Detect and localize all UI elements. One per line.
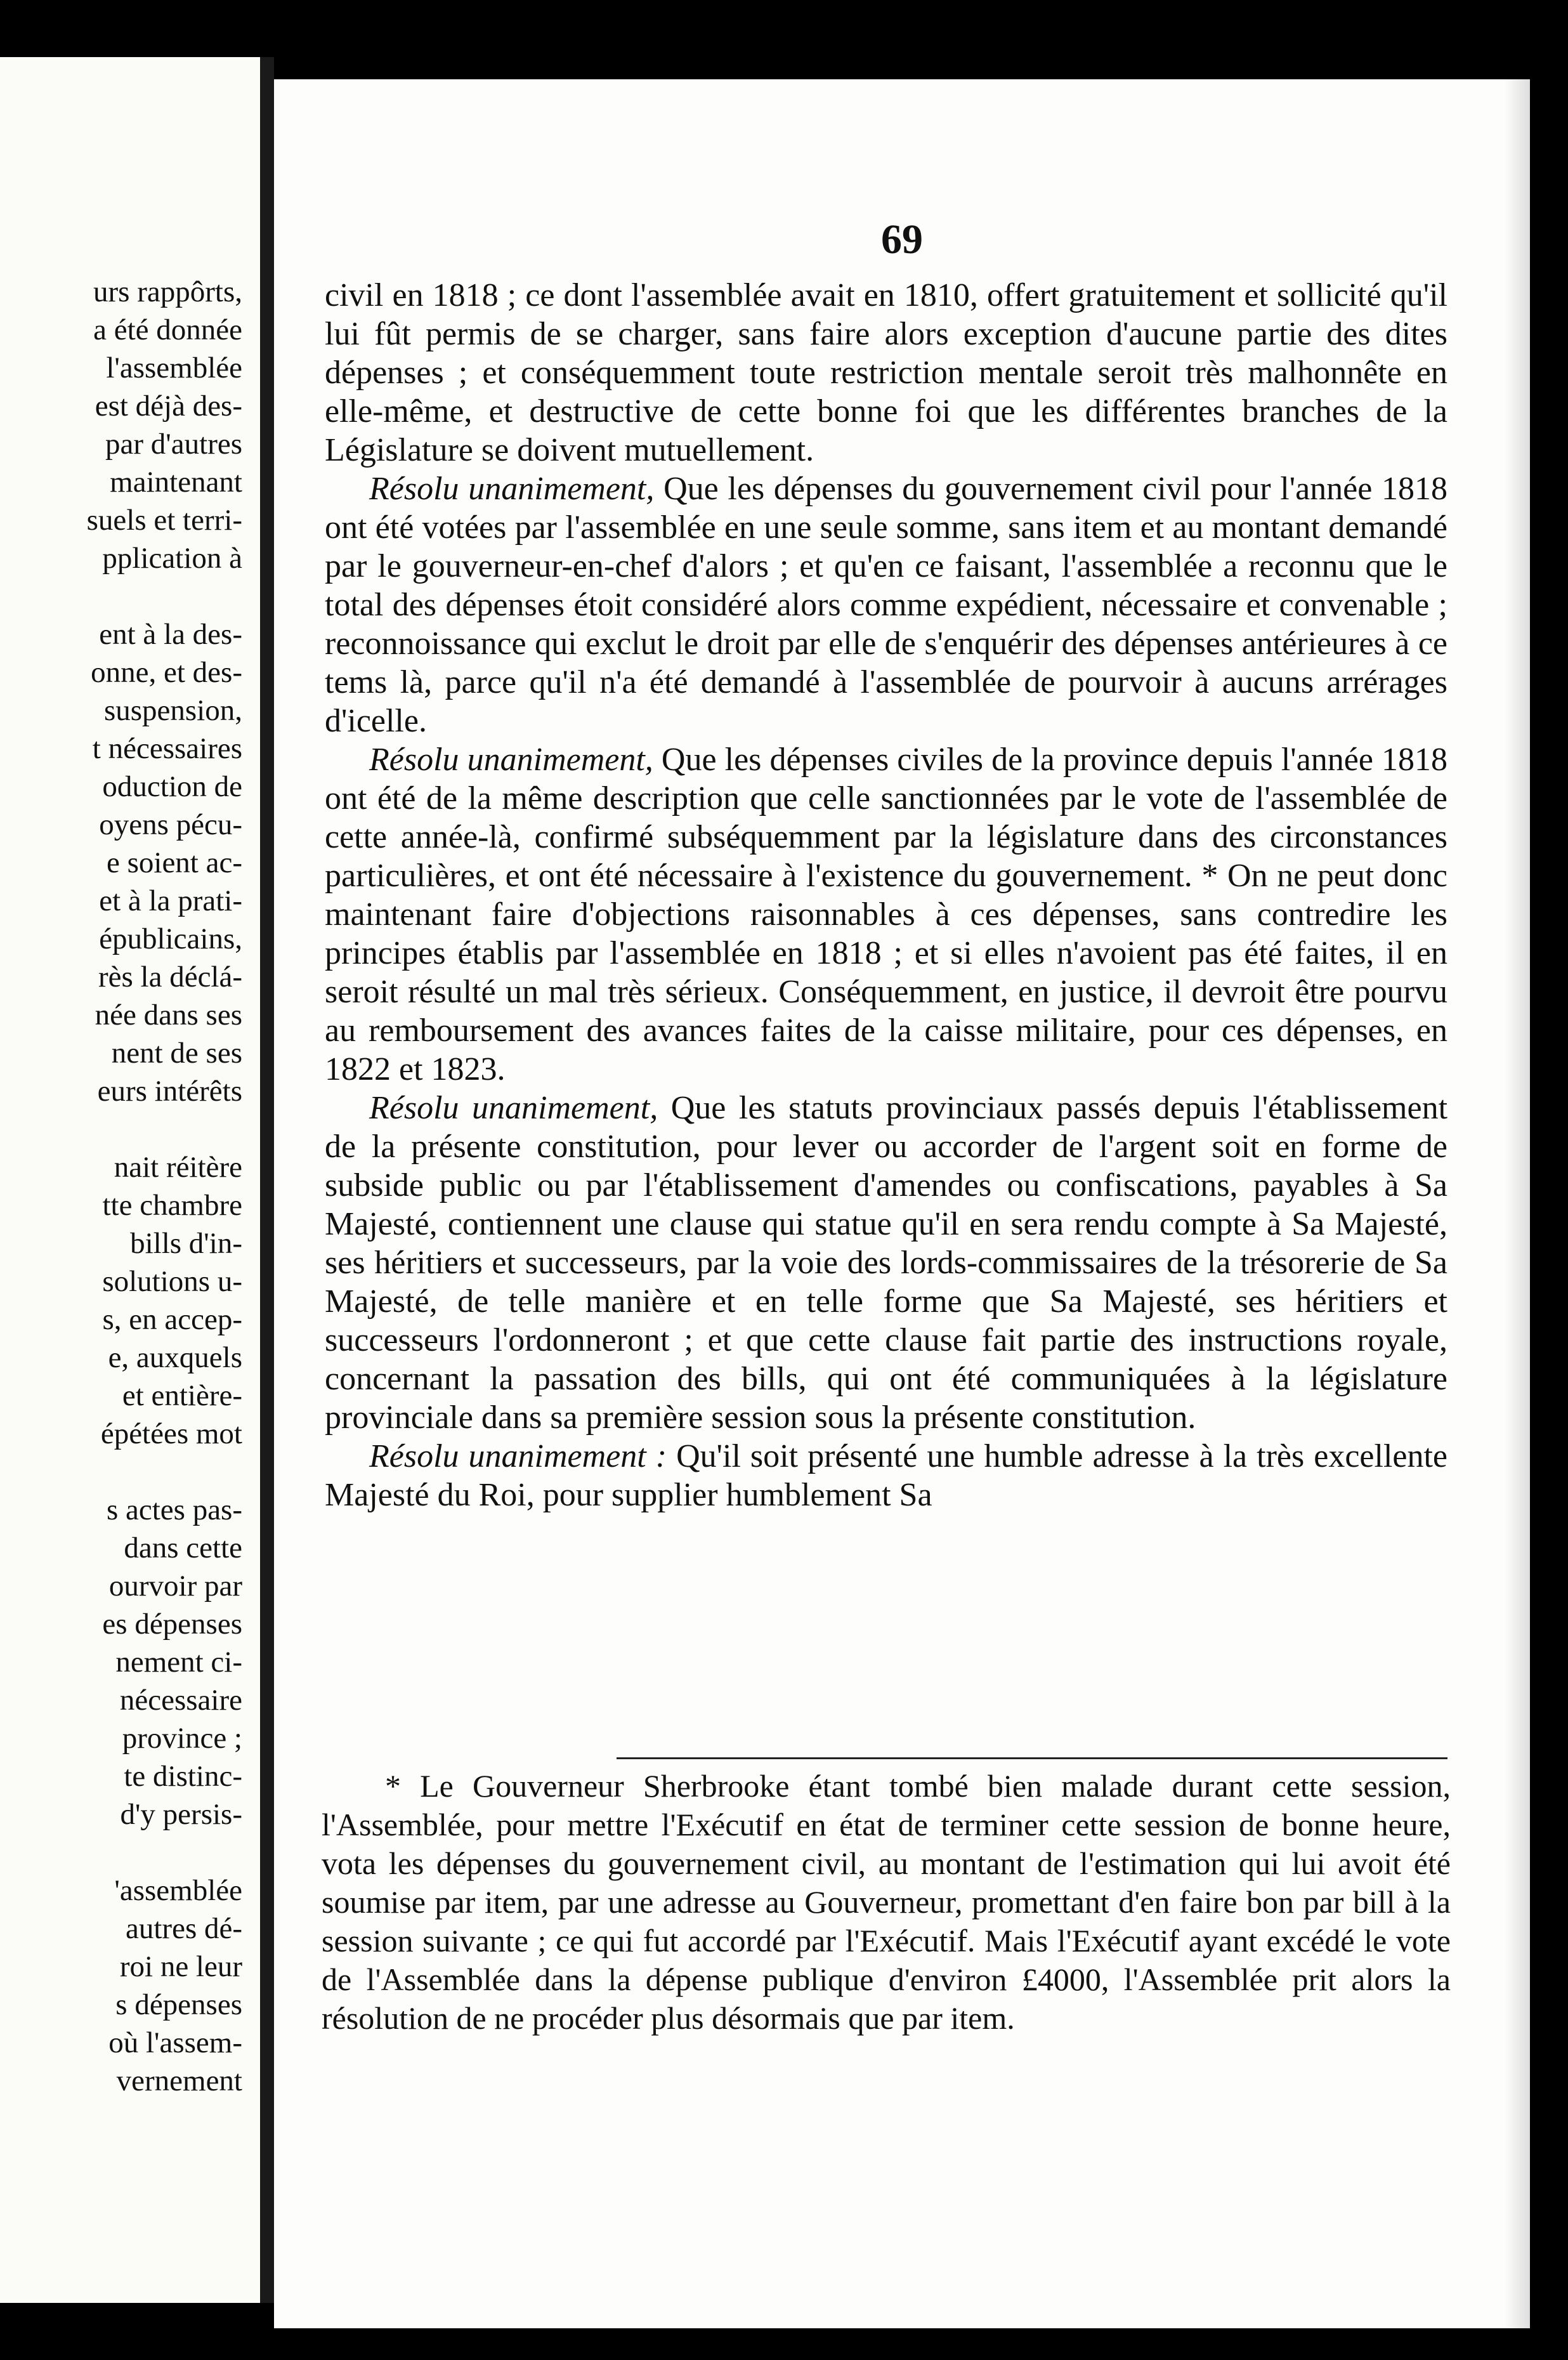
left-page-line: province ; <box>122 1722 242 1755</box>
resolution-lead: Résolu unanimement, <box>369 1090 658 1126</box>
left-page-line: d'y persis- <box>120 1798 242 1831</box>
left-page-line: et entière- <box>122 1379 242 1412</box>
book-gutter <box>260 57 274 2303</box>
left-page-line: autres dé- <box>126 1912 242 1945</box>
right-page <box>274 79 1530 2328</box>
left-page-line: e, auxquels <box>108 1341 242 1374</box>
resolution-lead: Résolu unanimement, <box>369 471 655 507</box>
left-page-line: nait réitère <box>114 1151 242 1184</box>
left-page-line: s actes pas- <box>106 1493 242 1526</box>
left-page-line: roi ne leur <box>119 1950 242 1983</box>
resolution-paragraph <box>325 740 1447 1089</box>
resolution-lead: Résolu unanimement, <box>369 742 653 778</box>
resolution-lead: Résolu unanimement : <box>369 1438 667 1474</box>
left-page-line: maintenant <box>110 466 242 499</box>
left-page-line: te distinc- <box>124 1760 242 1793</box>
left-page-line: nent de ses <box>111 1037 242 1070</box>
left-page-line: t nécessaires <box>92 732 242 765</box>
left-page-line: 'assemblée <box>114 1874 242 1907</box>
left-page-fragment <box>0 57 260 2303</box>
paragraph-text: civil en 1818 ; ce dont l'assemblée avait en 1810, offert gratuitement et sollicité qu'il lui fût permis de se charger, sans faire alors exception d'aucune partie des dites dépenses ; et conséquemment toute restriction mentale seroit très malhonnête en elle-même, et destructive de cette bonne foi que les différentes branches de la Législature se doivent mutuellement. <box>325 277 1447 468</box>
paragraph-text: Que les statuts provinciaux passés depuis l'établissement de la présente constitution, pour lever ou accorder de l'argent soit en forme de subside public ou par l'établissement d'amendes ou confiscations, payables à Sa Majesté, contiennent une clause qui statue qu'il en sera rendu compte à Sa Majesté, ses héritiers et successeurs, par la voie des lords-commissaires de la trésorerie de Sa Majesté, de telle manière et en telle forme que Sa Majesté, ses héritiers et successeurs l'ordonneront ; et que cette clause fait partie des instructions royale, concernant la passation des bills, qui ont été communiquées à la législature provinciale dans sa première session sous la présente constitution. <box>325 1090 1448 1436</box>
left-page-line: es dépenses <box>102 1608 242 1641</box>
left-page-line: vernement <box>116 2064 242 2097</box>
paragraph-text: Qu'il soit présenté une humble adresse à la très excellente Majesté du Roi, pour supplier humblement Sa <box>325 1438 1447 1513</box>
left-page-line: dans cette <box>124 1531 242 1564</box>
left-page-line: s, en accep- <box>102 1303 242 1336</box>
left-page-line: tte chambre <box>102 1189 242 1222</box>
body-text <box>325 276 1447 1514</box>
page-number: 69 <box>881 216 923 263</box>
paragraph-text: Que les dépenses civiles de la province depuis l'année 1818 ont été de la même description que celle sanctionnées par le vote de l'assemblée de cette année-là, confirmé subséquemment par la législature dans des circonstances particulières, et ont été nécessaire à l'existence du gouvernement. * On ne peut donc maintenant faire d'objections raisonnables à ces dépenses, sans contredire les principes établis par l'assemblée en 1818 ; et si elles n'avoient pas été faites, il en seroit résulté un mal très sérieux. Conséquemment, en justice, il devroit être pourvu au remboursement des avances faites de la caisse militaire, pour ces dépenses, en 1822 et 1823. <box>325 742 1448 1087</box>
left-page-line: bills d'in- <box>130 1227 242 1260</box>
left-page-line: épublicains, <box>99 922 242 955</box>
left-page-line: est déjà des- <box>95 390 242 423</box>
left-page-line: née dans ses <box>95 999 242 1032</box>
footnote-rule <box>617 1757 1447 1759</box>
resolution-paragraph <box>325 469 1447 740</box>
left-page-line: oduction de <box>102 770 242 803</box>
left-page-line: e soient ac- <box>106 846 242 879</box>
resolution-paragraph <box>325 1089 1447 1437</box>
left-page-line: par d'autres <box>105 428 242 461</box>
left-page-line: eurs intérêts <box>97 1075 242 1108</box>
left-page-line: où l'assem- <box>108 2026 242 2059</box>
footnote-text: * Le Gouverneur Sherbrooke étant tombé bien malade durant cette session, l'Assemblée, pour mettre l'Exécutif en état de terminer cette session de bonne heure, vota les dépenses du gouvernement civil, au montant de l'estimation qui lui avoit été soumise par item, par une adresse au Gouverneur, promettant d'en faire bon par bill à la session suivante ; ce qui fut accordé par l'Exécutif. Mais l'Exécutif ayant excédé le vote de l'Assemblée dans la dépense publique d'environ £4000, l'Assemblée prit alors la résolution de ne procéder plus désormais que par item. <box>322 1768 1451 2036</box>
left-page-line: s dépenses <box>115 1988 242 2021</box>
left-page-line: et à la prati- <box>99 884 242 917</box>
left-page-line: solutions u- <box>102 1265 242 1298</box>
left-page-line: onne, et des- <box>91 656 242 689</box>
paragraph-text: Que les dépenses du gouvernement civil pour l'année 1818 ont été votées par l'assemblée en une seule somme, sans item et au montant demandé par le gouverneur-en-chef d'alors ; et qu'en ce faisant, l'assemblée a reconnu que le total des dépenses étoit considéré alors comme expédient, nécessaire et convenable ; reconnoissance qui exclut le droit par elle de s'enquérir des dépenses antérieures à ce tems là, parce qu'il n'a été demandé à l'assemblée de pourvoir à aucuns arrérages d'icelle. <box>325 471 1448 739</box>
left-page-line: nécessaire <box>119 1684 242 1717</box>
footnote <box>322 1767 1451 2038</box>
left-page-line: ent à la des- <box>99 618 242 651</box>
left-page-line: suels et terri- <box>86 504 242 537</box>
left-page-line: a été donnée <box>93 313 242 346</box>
left-page-line: pplication à <box>102 542 242 575</box>
left-page-line: rès la déclá- <box>98 960 242 993</box>
left-page-line: l'assemblée <box>106 351 242 384</box>
left-page-line: suspension, <box>103 694 242 727</box>
left-page-line: ourvoir par <box>108 1570 242 1603</box>
page-edge-shadow <box>1505 79 1530 2328</box>
left-page-line: épétées mot <box>100 1417 242 1450</box>
left-page-line: oyens pécu- <box>99 808 242 841</box>
resolution-paragraph <box>325 1437 1447 1514</box>
paragraph-continuation <box>325 276 1447 469</box>
left-page-line: urs rappôrts, <box>93 275 242 308</box>
left-page-line: nement ci- <box>115 1646 242 1679</box>
